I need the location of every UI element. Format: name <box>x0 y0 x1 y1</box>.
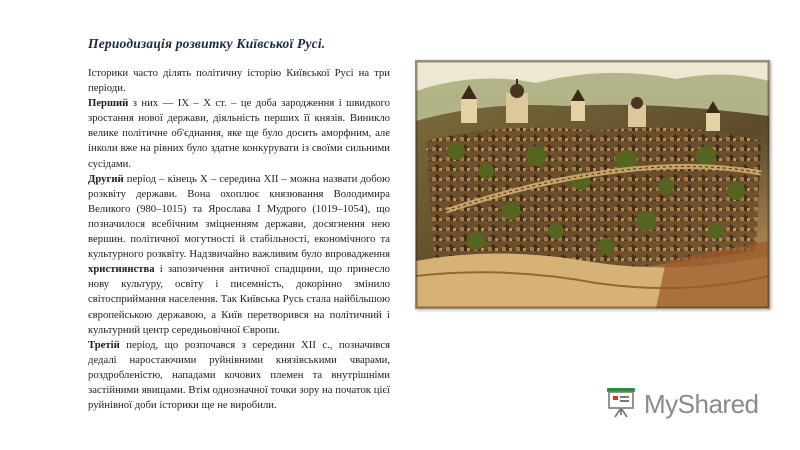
third-period-paragraph <box>88 338 390 413</box>
myshared-wordmark: MyShared <box>644 389 759 419</box>
slide-title: Периодизація розвитку Київської Русі. <box>88 36 326 51</box>
intro-paragraph <box>88 66 390 96</box>
medieval-kyiv-illustration <box>415 60 770 309</box>
kyiv-painting <box>416 61 769 308</box>
myshared-logo <box>604 386 759 422</box>
second-period-label: Другий <box>88 172 124 185</box>
third-period-label: Третій <box>88 338 120 351</box>
projector-screen-icon <box>604 385 638 424</box>
second-period-paragraph <box>88 172 390 338</box>
christianity-highlight: християнства <box>88 263 155 276</box>
intro-text: Історики часто ділять політичну історію Київської Русі на три періоди. <box>88 67 390 95</box>
first-period-label: Перший <box>88 97 129 110</box>
body-text <box>88 66 390 413</box>
third-period-text: період, що розпочався з середини XII с., позначився дедалі наростаючими руйнівними князівськими чварами, роздробленістю, нападами кочових племен та внутрішніми застійними явищами. Втім однозначної точки зору на початок цієї руйнівної доби історики ще не виробили. <box>88 338 390 412</box>
first-period-text: з них — IX – X ст. – це доба зародження і швидкого зростання нової держави, діяльність перших її князів. Виникло велике політичне об'єднання, яке ще було досить аморфним, але інколи вже на рівних було здатне конкурувати із своїми сильними сусідами. <box>88 97 390 170</box>
second-period-text-before: період – кінець X – середина XII – можна назвати добою розквіту держави. Вона охоплює князювання Володимира Великого (980–1015) та Ярослава I Мудрого (1019–1054), що позначилося всебічним зміцненням держави, досягнення нею вершин. політичної могутності й стабільності, економічного та культурного розквіту. Надзвичайно важливим було впровадження <box>88 172 390 261</box>
second-period-text-after: і запозичення античної спадщини, що принесло нову культуру, освіту і писемність, докорінно змінило світосприймання населення. Так Київська Русь стала найбільшою європейською державою, а Київ перетворився на політичний і культурний центр середньовічної Європи. <box>88 263 390 336</box>
first-period-paragraph <box>88 96 390 171</box>
